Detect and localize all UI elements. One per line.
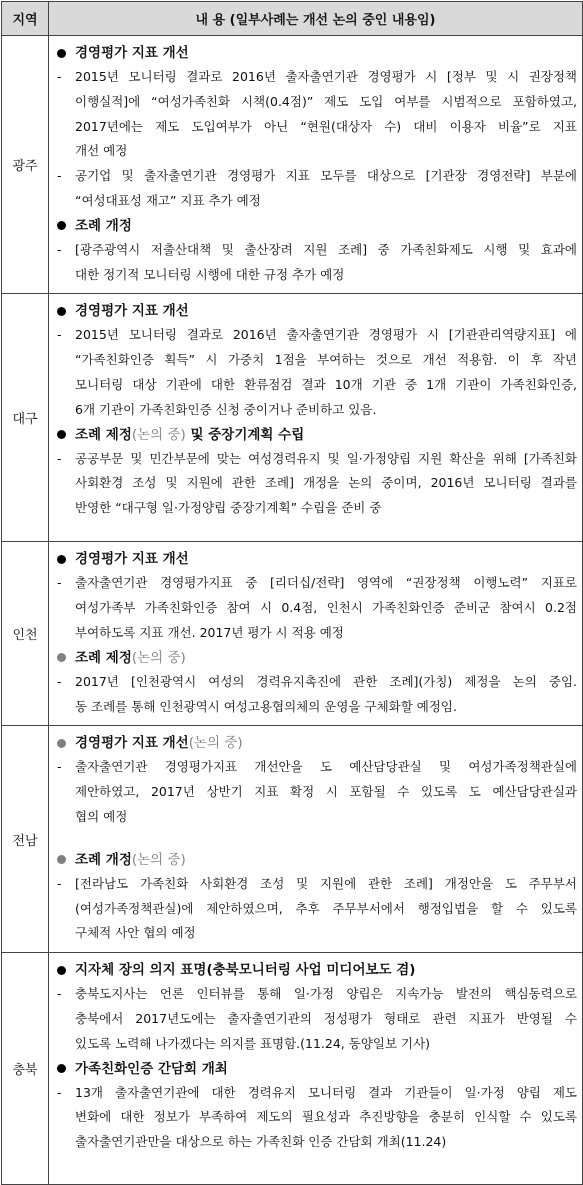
text-line: 6개 기관이 가족친화인증 신청 중이거나 준비하고 있음. bbox=[75, 401, 377, 417]
text-line: 있도록 노력해 나가겠다는 의지를 표명함.(11.24, 동양일보 기사) bbox=[75, 1035, 431, 1051]
region-row bbox=[2, 36, 583, 294]
list-item-text bbox=[75, 982, 577, 1056]
text-line: 모니터링 대상 기관에 대한 환류점검 결과 10개 기관 중 1개 기관이 가족친화인증, bbox=[75, 376, 577, 392]
list-item bbox=[55, 447, 577, 521]
text-line: [전라남도 가족친화 사회환경 조성 및 지원에 관한 조례] 개정안을 도 주무부서 bbox=[75, 875, 577, 891]
section-title bbox=[55, 848, 577, 872]
section-title bbox=[55, 214, 577, 238]
status-note: (논의 중) bbox=[131, 649, 186, 666]
text-line: 출자출연기관 경영평가지표 중 [리더십/전략] 영역에 “권장정책 이행노력” 지표로 bbox=[75, 575, 577, 591]
text-line: 구체적 사안 협의 예정 bbox=[75, 925, 196, 941]
text-line: 출자출연기관 경영평가지표 개선안을 도 예산담당관실 및 여성가족정책관실에 bbox=[75, 759, 577, 775]
dash-marker: - bbox=[57, 69, 62, 84]
text-line: 제안하였고, 2017년 상반기 지표 확정 시 포함될 수 있도록 도 예산담당관실과 bbox=[75, 784, 577, 800]
bullet-dot-icon bbox=[57, 430, 66, 439]
section-title-text: 조례 개정 bbox=[75, 851, 132, 868]
region-name: 대구 bbox=[2, 294, 49, 542]
header-content: 내 용 (일부사례는 개선 논의 중인 내용임) bbox=[49, 2, 583, 36]
text-line: (여성가족정책관실)에 제안하였으며, 추후 주무부서에서 행정입법을 할 수 있도록 bbox=[75, 900, 577, 916]
region-content bbox=[49, 294, 583, 542]
dash-marker: - bbox=[57, 241, 62, 257]
list-item bbox=[55, 982, 577, 1056]
list-item bbox=[55, 670, 577, 720]
region-name: 인천 bbox=[2, 542, 49, 726]
list-item bbox=[55, 65, 577, 164]
dash-marker: - bbox=[57, 1084, 62, 1100]
text-line: 대한 정기적 모니터링 시행에 대한 규정 추가 예정 bbox=[75, 266, 345, 282]
text-line: “가족친화인증 획득” 시 가중치 1점을 부여하는 것으로 개선 적용함. 이 후 작년 bbox=[75, 352, 577, 368]
region-name: 충북 bbox=[2, 953, 49, 1185]
text-line: 공공부문 및 민간부문에 맞는 여성경력유지 및 일·가정양립 지원 확산을 위해 [가족친화 bbox=[75, 450, 577, 466]
section-title bbox=[55, 299, 577, 323]
text-line: 충북에서 2017년도에는 출자출연기관의 정성평가 형태로 관련 지표가 반영될 수 bbox=[75, 1010, 577, 1026]
text-line: 이행실적]에 “여성가족친화 시책(0.4점)” 제도 도입 여부를 시범적으로 포함하였고, bbox=[75, 93, 577, 109]
text-line: 13개 출자출연기관에 대한 경력유지 모니터링 결과 기관들이 일·가정 양립 제도 bbox=[75, 1084, 577, 1100]
region-content bbox=[49, 953, 583, 1185]
text-line: 여성가족부 가족친화인증 참여 시 0.4점, 인천시 가족친화인증 준비군 참여시 0.2점 bbox=[75, 600, 577, 616]
document-table bbox=[1, 1, 583, 1185]
list-item-text bbox=[75, 571, 577, 645]
section bbox=[55, 731, 577, 829]
section bbox=[55, 958, 577, 1056]
text-line: 2015년 모니터링 결과로 2016년 출자출연기관 경영평가 시 [정부 및 시 권장정책 bbox=[75, 69, 577, 84]
section-title-suffix: 및 중장기계획 수립 bbox=[185, 426, 305, 443]
text-line: 동 조례를 통해 인천광역시 여성고용협의체의 운영을 구체화할 예정임. bbox=[75, 698, 457, 714]
text-line: 공기업 및 출자출연기관 경영평가 지표 모두를 대상으로 [기관장 경영전략] 부분에 bbox=[75, 168, 577, 184]
section bbox=[55, 1057, 577, 1155]
section-title bbox=[55, 41, 577, 65]
header-region: 지역 bbox=[2, 2, 49, 36]
status-note: (논의 중) bbox=[131, 426, 186, 443]
bullet-dot-icon bbox=[57, 855, 66, 864]
list-item-text bbox=[75, 65, 577, 164]
list-item bbox=[55, 238, 577, 288]
section-title-text: 조례 제정 bbox=[75, 649, 132, 666]
region-content bbox=[49, 36, 583, 294]
dash-marker: - bbox=[57, 327, 62, 343]
text-line: [광주광역시 저출산대책 및 출산장려 지원 조례] 중 가족친화제도 시행 및 효과에 bbox=[75, 241, 577, 257]
region-row bbox=[2, 294, 583, 542]
status-note: (논의 중) bbox=[131, 851, 186, 868]
dash-marker: - bbox=[57, 450, 62, 466]
header-row bbox=[2, 2, 583, 36]
list-item-text bbox=[75, 670, 577, 720]
list-item-text bbox=[75, 872, 577, 946]
list-item bbox=[55, 755, 577, 829]
list-item bbox=[55, 164, 577, 214]
section-title bbox=[55, 547, 577, 571]
text-line: 협의 예정 bbox=[75, 808, 128, 824]
section bbox=[55, 547, 577, 645]
section-title-text: 지자체 장의 의지 표명(충북모니터링 사업 미디어보도 겸) bbox=[75, 962, 416, 979]
list-item-text bbox=[75, 323, 577, 422]
region-content bbox=[49, 542, 583, 726]
dash-marker: - bbox=[57, 986, 62, 1002]
region-row bbox=[2, 542, 583, 726]
text-line: 출자출연기관만을 대상으로 하는 가족친화 인증 간담회 개최(11.24) bbox=[75, 1134, 447, 1150]
section-title-text: 조례 개정 bbox=[75, 217, 132, 234]
list-item bbox=[55, 571, 577, 645]
dash-marker: - bbox=[57, 759, 62, 775]
bullet-dot-icon bbox=[57, 555, 66, 564]
text-line: 부여하도록 지표 개선. 2017년 평가 시 적용 예정 bbox=[75, 624, 344, 640]
section-title-text: 경영평가 지표 개선 bbox=[75, 45, 189, 61]
section-title-text: 가족친화인증 간담회 개최 bbox=[75, 1060, 228, 1077]
section bbox=[55, 299, 577, 422]
list-item-text bbox=[75, 238, 577, 288]
section-title-text: 조례 제정 bbox=[75, 426, 132, 443]
text-line: 반영한 “대구형 일·가정양립 중장기계획” 수립을 준비 중 bbox=[75, 500, 382, 516]
text-line: 개선 예정 bbox=[75, 143, 128, 159]
text-line: 사회환경 조성 및 지원에 관한 조례] 개정을 논의 중이며, 2016년 모니터링 결과를 bbox=[75, 475, 577, 491]
bullet-dot-icon bbox=[57, 307, 66, 316]
region-row bbox=[2, 726, 583, 953]
section-title-text: 경영평가 지표 개선 bbox=[75, 303, 189, 320]
dash-marker: - bbox=[57, 575, 62, 591]
status-note: (논의 중) bbox=[188, 735, 243, 752]
text-line: 2017년 [인천광역시 여성의 경력유지촉진에 관한 조례](가칭) 제정을 논의 중임. bbox=[75, 673, 577, 689]
text-line: 충북도지사는 언론 인터뷰를 통해 일·가정 양립은 지속가능 발전의 핵심동력으로 bbox=[75, 986, 577, 1002]
section-title bbox=[55, 423, 577, 447]
section bbox=[55, 646, 577, 720]
section-title-text: 경영평가 지표 개선 bbox=[75, 551, 189, 568]
section-title bbox=[55, 731, 577, 755]
list-item bbox=[55, 1081, 577, 1155]
bullet-dot-icon bbox=[57, 966, 66, 975]
dash-marker: - bbox=[57, 673, 62, 689]
dash-marker: - bbox=[57, 168, 62, 184]
region-content bbox=[49, 726, 583, 953]
text-line: 변화에 대한 정보가 부족하여 제도의 필요성과 추진방향을 충분히 인식할 수 있도록 bbox=[75, 1109, 577, 1125]
section-title bbox=[55, 646, 577, 670]
section-title bbox=[55, 1057, 577, 1081]
bullet-dot-icon bbox=[57, 653, 66, 662]
list-item-text bbox=[75, 164, 577, 214]
section bbox=[55, 848, 577, 946]
bullet-dot-icon bbox=[57, 49, 66, 58]
bullet-dot-icon bbox=[57, 1064, 66, 1073]
section bbox=[55, 41, 577, 214]
list-item bbox=[55, 323, 577, 422]
text-line: 2017년에는 제도 도입여부가 아닌 “현원(대상자 수) 대비 이용자 비율”로 지표 bbox=[75, 118, 577, 134]
spacer bbox=[55, 830, 577, 848]
region-name: 전남 bbox=[2, 726, 49, 953]
section bbox=[55, 423, 577, 521]
section bbox=[55, 214, 577, 288]
list-item-text bbox=[75, 447, 577, 521]
section-title-text: 경영평가 지표 개선 bbox=[75, 735, 189, 752]
section-title bbox=[55, 958, 577, 982]
bullet-dot-icon bbox=[57, 739, 66, 748]
list-item bbox=[55, 872, 577, 946]
region-name: 광주 bbox=[2, 36, 49, 294]
text-line: “여성대표성 재고” 지표 추가 예정 bbox=[75, 192, 261, 208]
text-line: 2015년 모니터링 결과로 2016년 출자출연기관 경영평가 시 [기관관리역량지표] 에 bbox=[75, 327, 577, 343]
region-row bbox=[2, 953, 583, 1185]
list-item-text bbox=[75, 1081, 577, 1155]
bullet-dot-icon bbox=[57, 221, 66, 230]
dash-marker: - bbox=[57, 875, 62, 891]
list-item-text bbox=[75, 755, 577, 829]
